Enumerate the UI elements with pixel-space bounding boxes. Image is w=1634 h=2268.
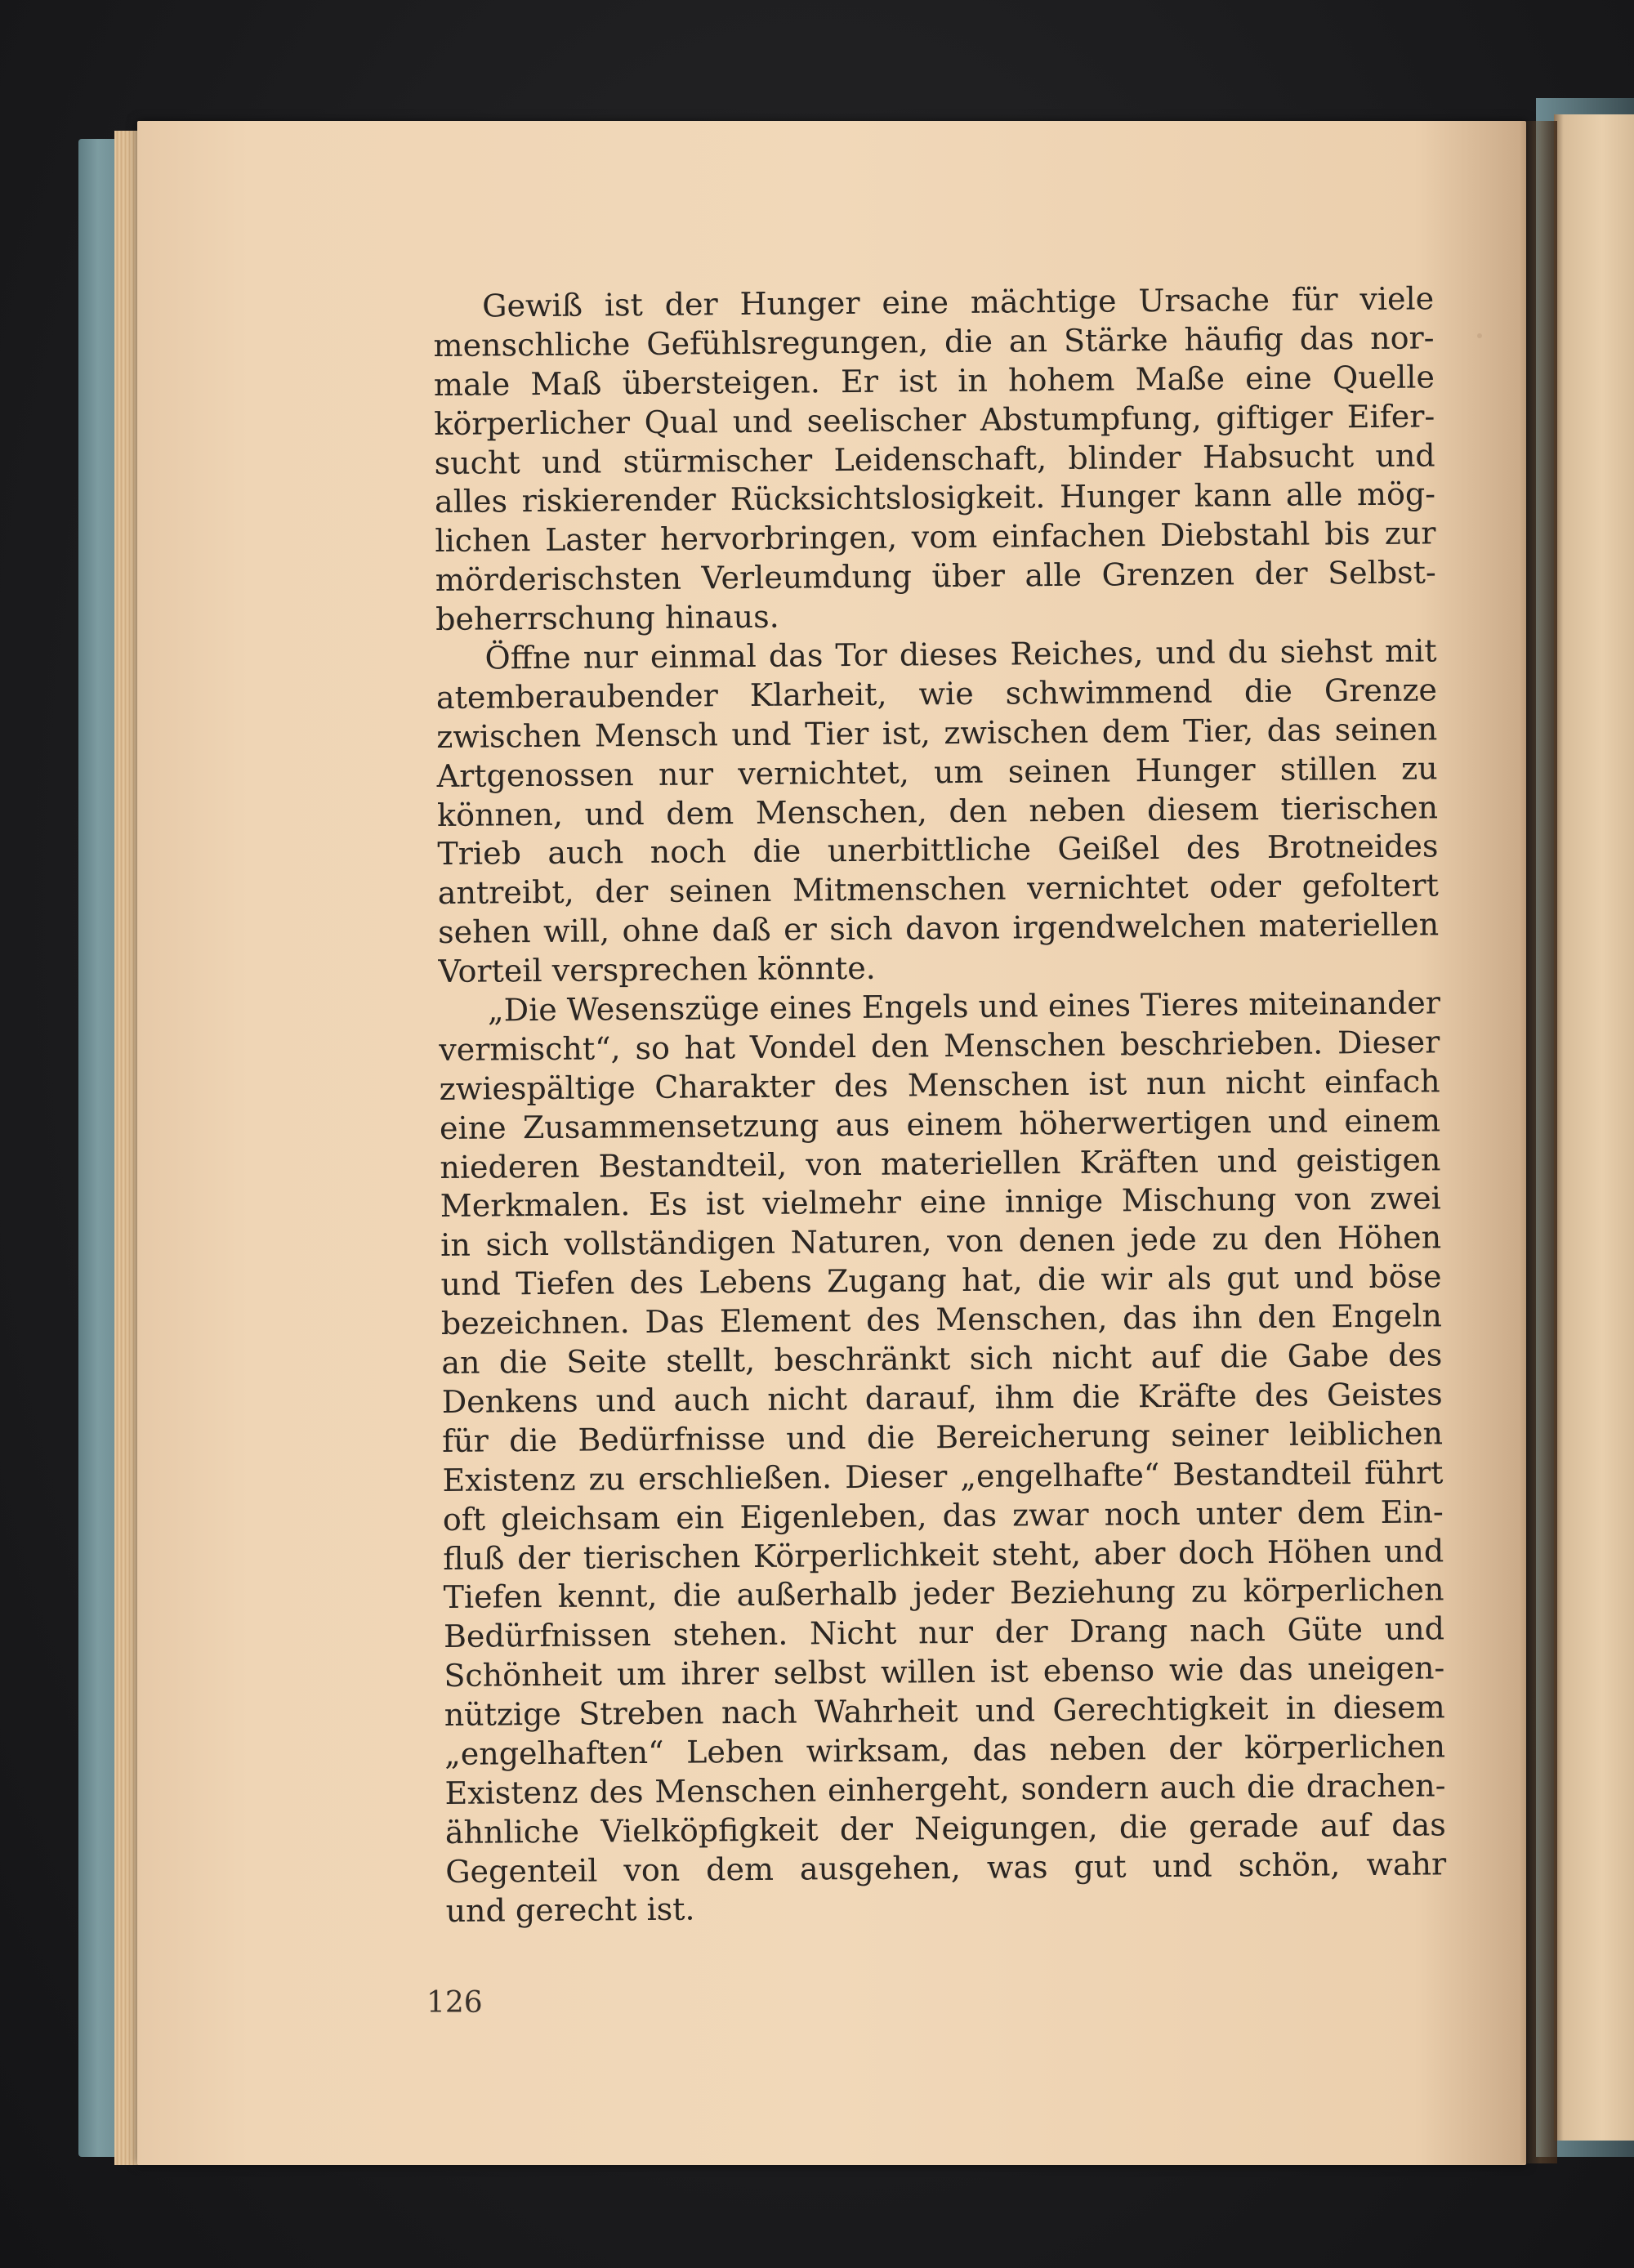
text-line: eine Zusammensetzung aus einem höherwertigen und einem xyxy=(439,1102,1441,1146)
text-line: lichen Laster hervorbringen, vom einfachen Diebstahl bis zur xyxy=(435,515,1436,560)
text-line: zwischen Mensch und Tier ist, zwischen dem Tier, das seinen xyxy=(436,711,1438,755)
facing-page-edge xyxy=(1554,114,1634,2141)
text-line: Tiefen kennt, die außerhalb jeder Beziehung zu körperlichen xyxy=(443,1571,1444,1616)
text-line: Vorteil versprechen könnte. xyxy=(438,949,876,990)
text-line: sehen will, ohne daß er sich davon irgendwelchen materiellen xyxy=(438,906,1440,951)
body-text xyxy=(433,279,1447,1931)
text-line: beherrschung hinaus. xyxy=(435,598,779,638)
text-line: können, und dem Menschen, den neben diesem tierischen xyxy=(436,788,1439,833)
text-line: vermischt“, so hat Vondel den Menschen beschrieben. Dieser xyxy=(439,1024,1440,1068)
text-line: körperlicher Qual und seelischer Abstumpfung, giftiger Eifer- xyxy=(434,398,1435,442)
text-line: bezeichnen. Das Element des Menschen, das ihn den Engeln xyxy=(440,1297,1443,1342)
text-line: mörderischsten Verleumdung über alle Grenzen der Selbst- xyxy=(435,554,1436,599)
text-line: Artgenossen nur vernichtet, um seinen Hunger stillen zu xyxy=(436,750,1438,794)
text-line: oft gleichsam ein Eigenleben, das zwar noch unter dem Ein- xyxy=(442,1493,1444,1538)
text-line: atemberaubender Klarheit, wie schwimmend die Grenze xyxy=(435,672,1438,716)
text-line: antreibt, der seinen Mitmenschen vernichtet oder gefoltert xyxy=(437,867,1439,912)
text-line: „engelhaften“ Leben wirksam, das neben der körperlichen xyxy=(444,1728,1446,1772)
text-line: Gewiß ist der Hunger eine mächtige Ursache für viele xyxy=(482,280,1435,324)
text-line: fluß der tierischen Körperlichkeit steht, aber doch Höhen und xyxy=(443,1532,1444,1577)
text-line: niederen Bestandteil, von materiellen Kräften und geistigen xyxy=(440,1141,1441,1185)
text-line: Denkens und auch nicht darauf, ihm die Kräfte des Geistes xyxy=(441,1376,1443,1420)
text-line: zwiespältige Charakter des Menschen ist nun nicht einfach xyxy=(439,1063,1440,1107)
text-line: Schönheit um ihrer selbst willen ist ebenso wie das uneigen- xyxy=(444,1650,1445,1694)
text-line: ähnliche Vielköpfigkeit der Neigungen, die gerade auf das xyxy=(444,1806,1446,1851)
text-line: Trieb auch noch die unerbittliche Geißel des Brotneides xyxy=(437,828,1439,873)
text-line: Existenz des Menschen einhergeht, sondern auch die drachen- xyxy=(444,1767,1446,1811)
page-speck xyxy=(1477,333,1482,338)
text-line: für die Bedürfnisse und die Bereicherung seiner leiblichen xyxy=(441,1415,1444,1459)
text-line: male Maß übersteigen. Er ist in hohem Maße eine Quelle xyxy=(433,359,1435,403)
text-line: Bedürfnissen stehen. Nicht nur der Drang nach Güte und xyxy=(443,1610,1445,1655)
text-line: an die Seite stellt, beschränkt sich nicht auf die Gabe des xyxy=(441,1337,1443,1382)
text-line: nützige Streben nach Wahrheit und Gerechtigkeit in diesem xyxy=(444,1689,1445,1734)
text-line: Gegenteil von dem ausgehen, was gut und schön, wahr xyxy=(445,1845,1447,1890)
text-line: Öffne nur einmal das Tor dieses Reiches, und du siehst mit xyxy=(484,632,1437,676)
text-line: und gerecht ist. xyxy=(445,1891,695,1929)
book-gutter xyxy=(1520,121,1557,2163)
text-line: alles riskierender Rücksichtslosigkeit. Hunger kann alle mög- xyxy=(434,475,1436,520)
text-line: menschliche Gefühlsregungen, die an Stärke häufig das nor- xyxy=(433,319,1435,364)
text-line: und Tiefen des Lebens Zugang hat, die wir als gut und böse xyxy=(440,1258,1442,1303)
text-line: sucht und stürmischer Leidenschaft, blinder Habsucht und xyxy=(434,436,1435,481)
text-line: Merkmalen. Es ist vielmehr eine innige Mischung von zwei xyxy=(440,1180,1441,1225)
page-number: 126 xyxy=(426,1986,483,2020)
text-line: Existenz zu erschließen. Dieser „engelhafte“ Bestandteil führt xyxy=(442,1454,1444,1498)
text-line: in sich vollständigen Naturen, von denen jede zu den Höhen xyxy=(440,1219,1442,1264)
text-line: „Die Wesenszüge eines Engels und eines Tieres miteinander xyxy=(487,984,1441,1029)
